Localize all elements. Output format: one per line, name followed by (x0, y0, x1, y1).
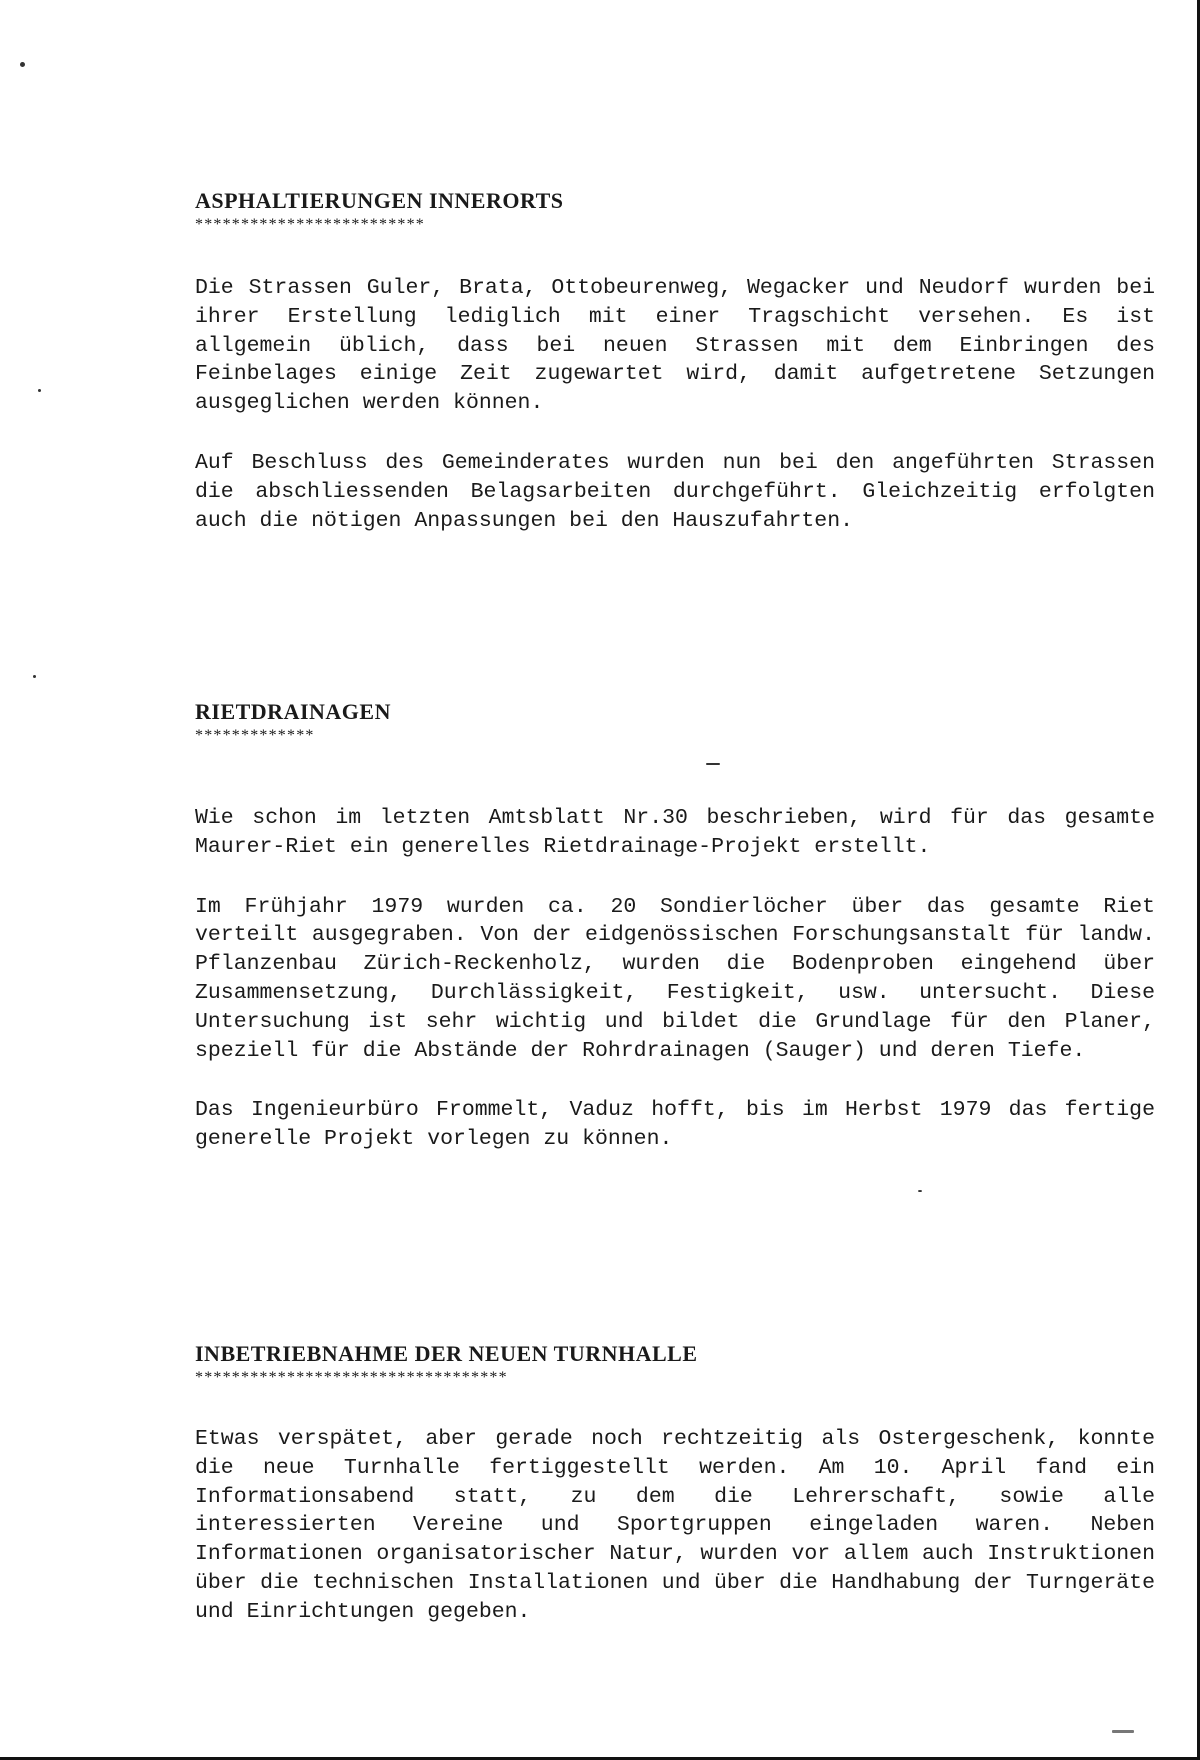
paragraph: Auf Beschluss des Gemeinderates wurden nun bei den angeführten Strassen die abschliessenden Belagsarbeiten durchgeführt. Gleichzeitig erfolgten auch die nötigen Anpassungen bei den Hauszufahrten. (195, 450, 1155, 533)
scan-speck (918, 1190, 922, 1192)
scan-speck (33, 675, 36, 678)
scan-speck (38, 389, 41, 392)
scan-speck (1112, 1730, 1134, 1733)
heading-underline: ********************************** (195, 1369, 508, 1386)
heading-underline: ************************* (195, 216, 425, 233)
section-rietdrainagen (195, 699, 1155, 1154)
paragraph: Die Strassen Guler, Brata, Ottobeurenweg, Wegacker und Neudorf wurden bei ihrer Erstellung lediglich mit einer Tragschicht versehen. Es ist allgemein üblich, dass bei neuen Strassen mit dem Einbringen des Feinbelages einige Zeit zugewartet wird, damit aufgetretene Setzungen ausgeglichen werden können. (195, 276, 1155, 416)
section-heading: ASPHALTIERUNGEN INNERORTS (195, 188, 564, 213)
section-heading: RIETDRAINAGEN (195, 699, 391, 724)
section-turnhalle (195, 1341, 1155, 1627)
paragraph: Etwas verspätet, aber gerade noch rechtzeitig als Ostergeschenk, konnte die neue Turnhalle fertiggestellt werden. Am 10. April fand ein Informationsabend statt, zu dem die Lehrerschaft, sowie alle interessierten Vereine und Sportgruppen eingeladen waren. Neben Informationen organisatorischer Natur, wurden vor allem auch Instruktionen über die technischen Installationen und über die Handhabung der Turngeräte und Einrichtungen gegeben. (195, 1427, 1155, 1624)
heading-underline: ************* (195, 727, 315, 744)
paragraph: Das Ingenieurbüro Frommelt, Vaduz hofft, bis im Herbst 1979 das fertige generelle Projekt vorlegen zu können. (195, 1098, 1155, 1152)
section-heading: INBETRIEBNAHME DER NEUEN TURNHALLE (195, 1341, 698, 1366)
scan-speck (706, 763, 720, 765)
paragraph: Wie schon im letzten Amtsblatt Nr.30 beschrieben, wird für das gesamte Maurer-Riet ein generelles Rietdrainage-Projekt erstellt. (195, 806, 1155, 859)
paragraph: Im Frühjahr 1979 wurden ca. 20 Sondierlöcher über das gesamte Riet verteilt ausgegraben. Von der eidgenössischen Forschungsanstalt für landw. Pflanzenbau Zürich-Reckenholz, wurden die Bodenproben eingehend über Zusammensetzung, Durchlässigkeit, Festigkeit, usw. untersucht. Diese Untersuchung ist sehr wichtig und bildet die Grundlage für den Planer, speziell für die Abstände der Rohrdrainagen (Sauger) und deren Tiefe. (195, 894, 1155, 1063)
section-asphaltierungen (195, 188, 1155, 535)
scan-speck (20, 62, 25, 67)
